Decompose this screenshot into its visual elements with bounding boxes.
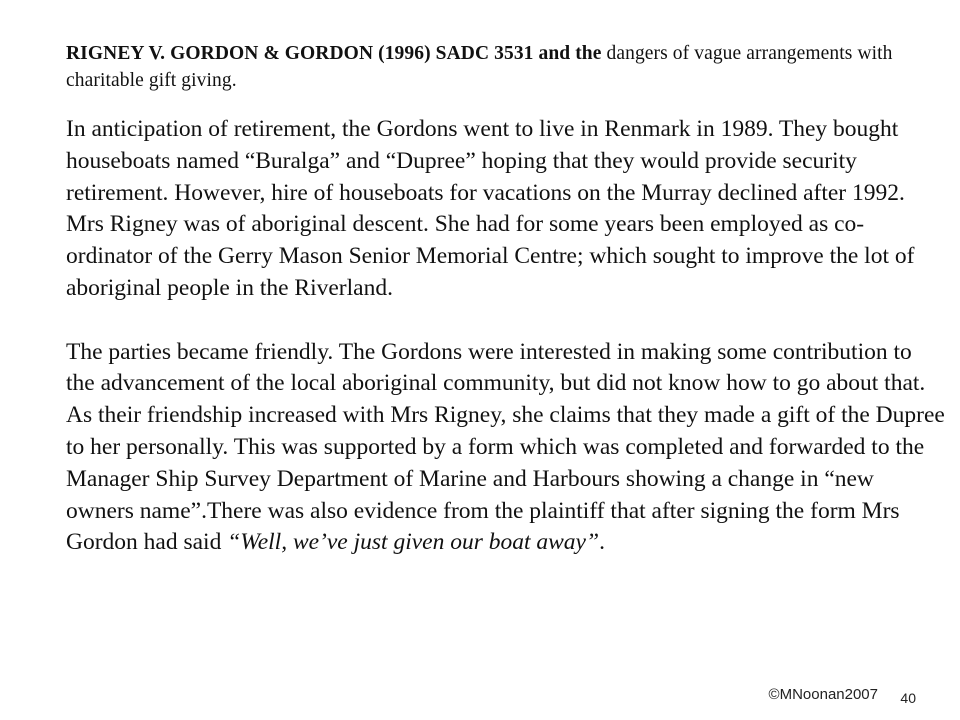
slide-title <box>66 40 926 94</box>
gift-text-end: . <box>599 529 605 556</box>
page-number: 40 <box>900 690 916 706</box>
gift-text: The parties became friendly. The Gordons were interested in making some contribution to the advancement of the local aboriginal community, but did not know how to go about that. As their friendship increased with Mrs Rigney, she claims that they made a gift of the Dupree to her personally. This was supported by a form which was completed and forwarded to the Manager Ship Survey Department of Marine and Harbours showing a change in “new owners name”.There was also evidence from the plaintiff that after signing the form Mrs Gordon had said <box>66 338 945 556</box>
paragraph-gift <box>66 337 946 560</box>
gift-quote: “Well, we’ve just given our boat away” <box>227 529 600 556</box>
paragraph-background: In anticipation of retirement, the Gordons went to live in Renmark in 1989. They bought houseboats named “Buralga” and “Dupree” hoping that they would provide security retirement. However, hire of houseboats for vacations on the Murray declined after 1992. <box>66 116 905 206</box>
title-case-citation: RIGNEY V. GORDON & GORDON (1996) SADC 3531 and the <box>66 43 602 64</box>
copyright-credit: ©MNoonan2007 <box>768 686 878 703</box>
slide-body <box>66 114 946 559</box>
paragraph-spacer <box>66 305 946 337</box>
title-subject: dangers of vague arrangements with charitable gift giving. <box>66 43 893 91</box>
paragraph-mrs-rigney: Mrs Rigney was of aboriginal descent. She had for some years been employed as co-ordinator of the Gerry Mason Senior Memorial Centre; which sought to improve the lot of aboriginal people in the Riverland. <box>66 211 915 301</box>
